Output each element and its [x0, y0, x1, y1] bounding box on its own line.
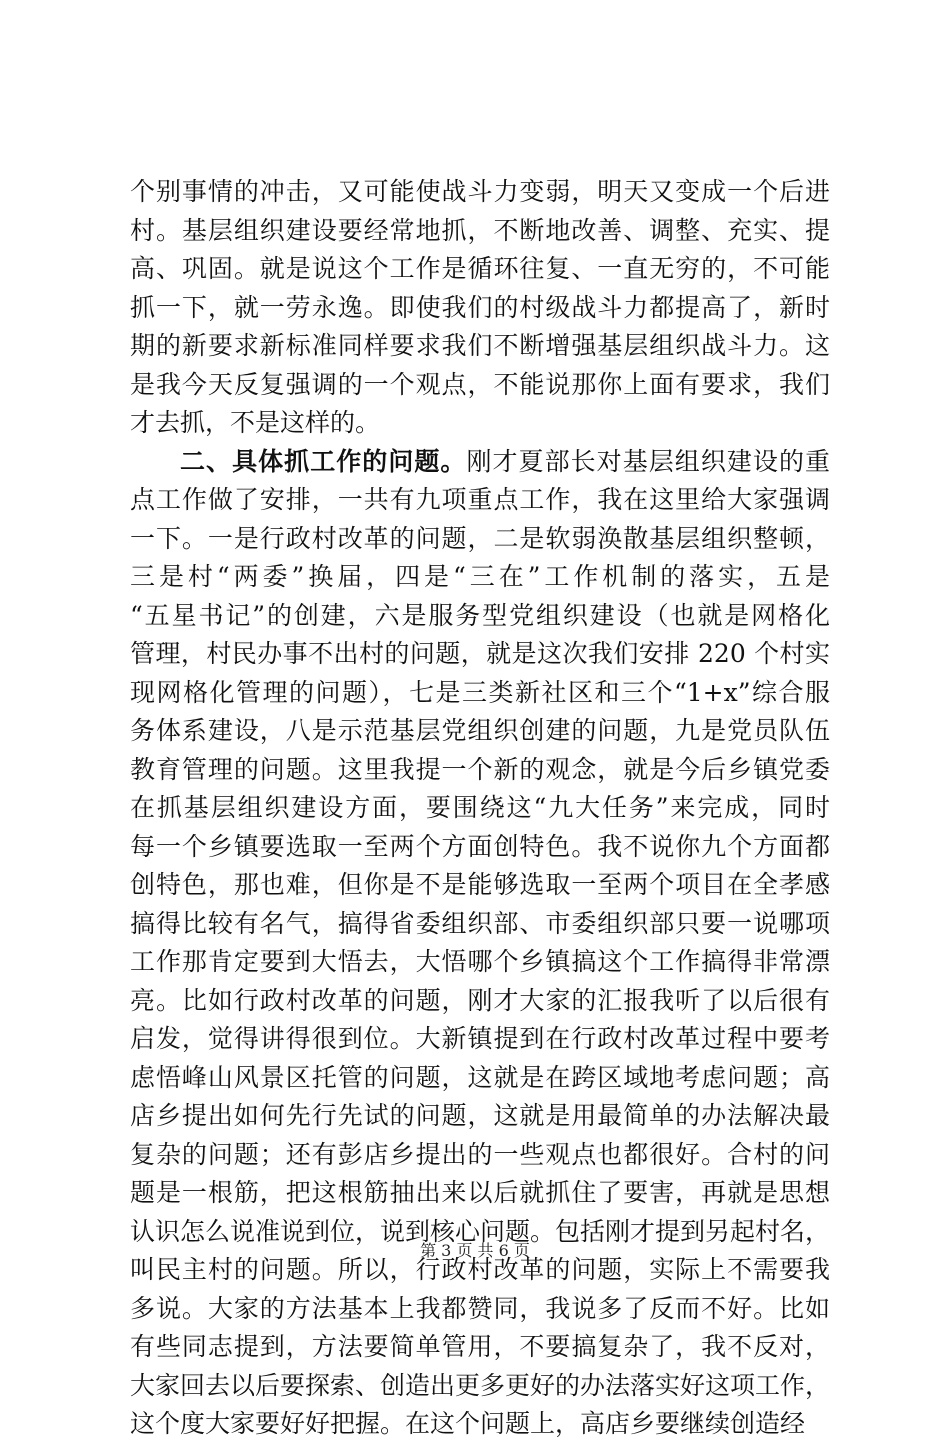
paragraph-first-line: [130, 443, 830, 482]
text-line: 现网格化管理的问题），七是三类新社区和三个“1+x”综合服: [130, 677, 830, 707]
text-line: 工作那肯定要到大悟去，大悟哪个乡镇搞这个工作搞得非常漂: [130, 947, 830, 976]
text-line: 题是一根筋，把这根筋抽出来以后就抓住了要害，再就是思想: [130, 1178, 830, 1207]
paragraph-1: [130, 173, 830, 443]
text-line: 多说。大家的方法基本上我都赞同，我说多了反而不好。比如: [130, 1293, 830, 1323]
text-line: 个别事情的冲击，又可能使战斗力变弱，明天又变成一个后进: [130, 177, 830, 206]
section-heading: 二、具体抓工作的问题。: [180, 446, 467, 476]
text-line: 才去抓，不是这样的。: [130, 408, 381, 437]
heading-continuation: 刚才夏部长对基层组织建设的重: [466, 446, 830, 476]
text-line: 教育管理的问题。这里我提一个新的观念，就是今后乡镇党委: [130, 754, 830, 784]
text-line: 是我今天反复强调的一个观点，不能说那你上面有要求，我们: [130, 369, 830, 399]
text-line: 在抓基层组织建设方面，要围绕这“九大任务”来完成，同时: [130, 793, 830, 822]
text-line: 三是村“两委”换届，四是“三在”工作机制的落实，五是: [130, 562, 830, 591]
text-line: 亮。比如行政村改革的问题，刚才大家的汇报我听了以后很有: [130, 985, 830, 1015]
text-line: 一下。一是行政村改革的问题，二是软弱涣散基层组织整顿，: [130, 523, 830, 553]
text-line: 大家回去以后要探索、创造出更多更好的办法落实好这项工作，: [130, 1370, 831, 1400]
text-line: 叫民主村的问题。所以，行政村改革的问题，实际上不需要我: [130, 1255, 830, 1284]
text-line: 每一个乡镇要选取一至两个方面创特色。我不说你九个方面都: [130, 831, 830, 861]
text-line: 点工作做了安排，一共有九项重点工作，我在这里给大家强调: [130, 485, 830, 514]
text-line: 期的新要求新标准同样要求我们不断增强基层组织战斗力。这: [130, 331, 830, 360]
text-line: 高、巩固。就是说这个工作是循环往复、一直无穷的，不可能: [130, 254, 830, 283]
text-line: 有些同志提到，方法要简单管用，不要搞复杂了，我不反对，: [130, 1332, 830, 1361]
text-line: 启发，觉得讲得很到位。大新镇提到在行政村改革过程中要考: [130, 1024, 830, 1053]
paragraph-2: [130, 443, 830, 1444]
text-line: 管理，村民办事不出村的问题，就是这次我们安排 220 个村实: [130, 639, 830, 668]
text-line: 虑悟峰山风景区托管的问题，这就是在跨区域地考虑问题；高: [130, 1062, 830, 1092]
page-number-footer: 第 3 页 共 6 页: [420, 1241, 530, 1260]
text-line: 店乡提出如何先行先试的问题，这就是用最简单的办法解决最: [130, 1101, 830, 1130]
text-line: 村。基层组织建设要经常地抓，不断地改善、调整、充实、提: [130, 215, 830, 245]
text-line: 创特色，那也难，但你是不是能够选取一至两个项目在全孝感: [130, 870, 830, 899]
text-line: 认识怎么说准说到位，说到核心问题。包括刚才提到另起村名，: [130, 1216, 831, 1246]
text-line: 抓一下，就一劳永逸。即使我们的村级战斗力都提高了，新时: [130, 292, 830, 322]
text-line: 搞得比较有名气，搞得省委组织部、市委组织部只要一说哪项: [130, 908, 830, 938]
text-line: 复杂的问题；还有彭店乡提出的一些观点也都很好。合村的问: [130, 1139, 830, 1169]
text-line: “五星书记”的创建，六是服务型党组织建设（也就是网格化: [130, 600, 830, 630]
text-line: 这个度大家要好好把握。在这个问题上，高店乡要继续创造经: [130, 1409, 806, 1438]
text-line: 务体系建设，八是示范基层党组织创建的问题，九是党员队伍: [130, 716, 830, 745]
